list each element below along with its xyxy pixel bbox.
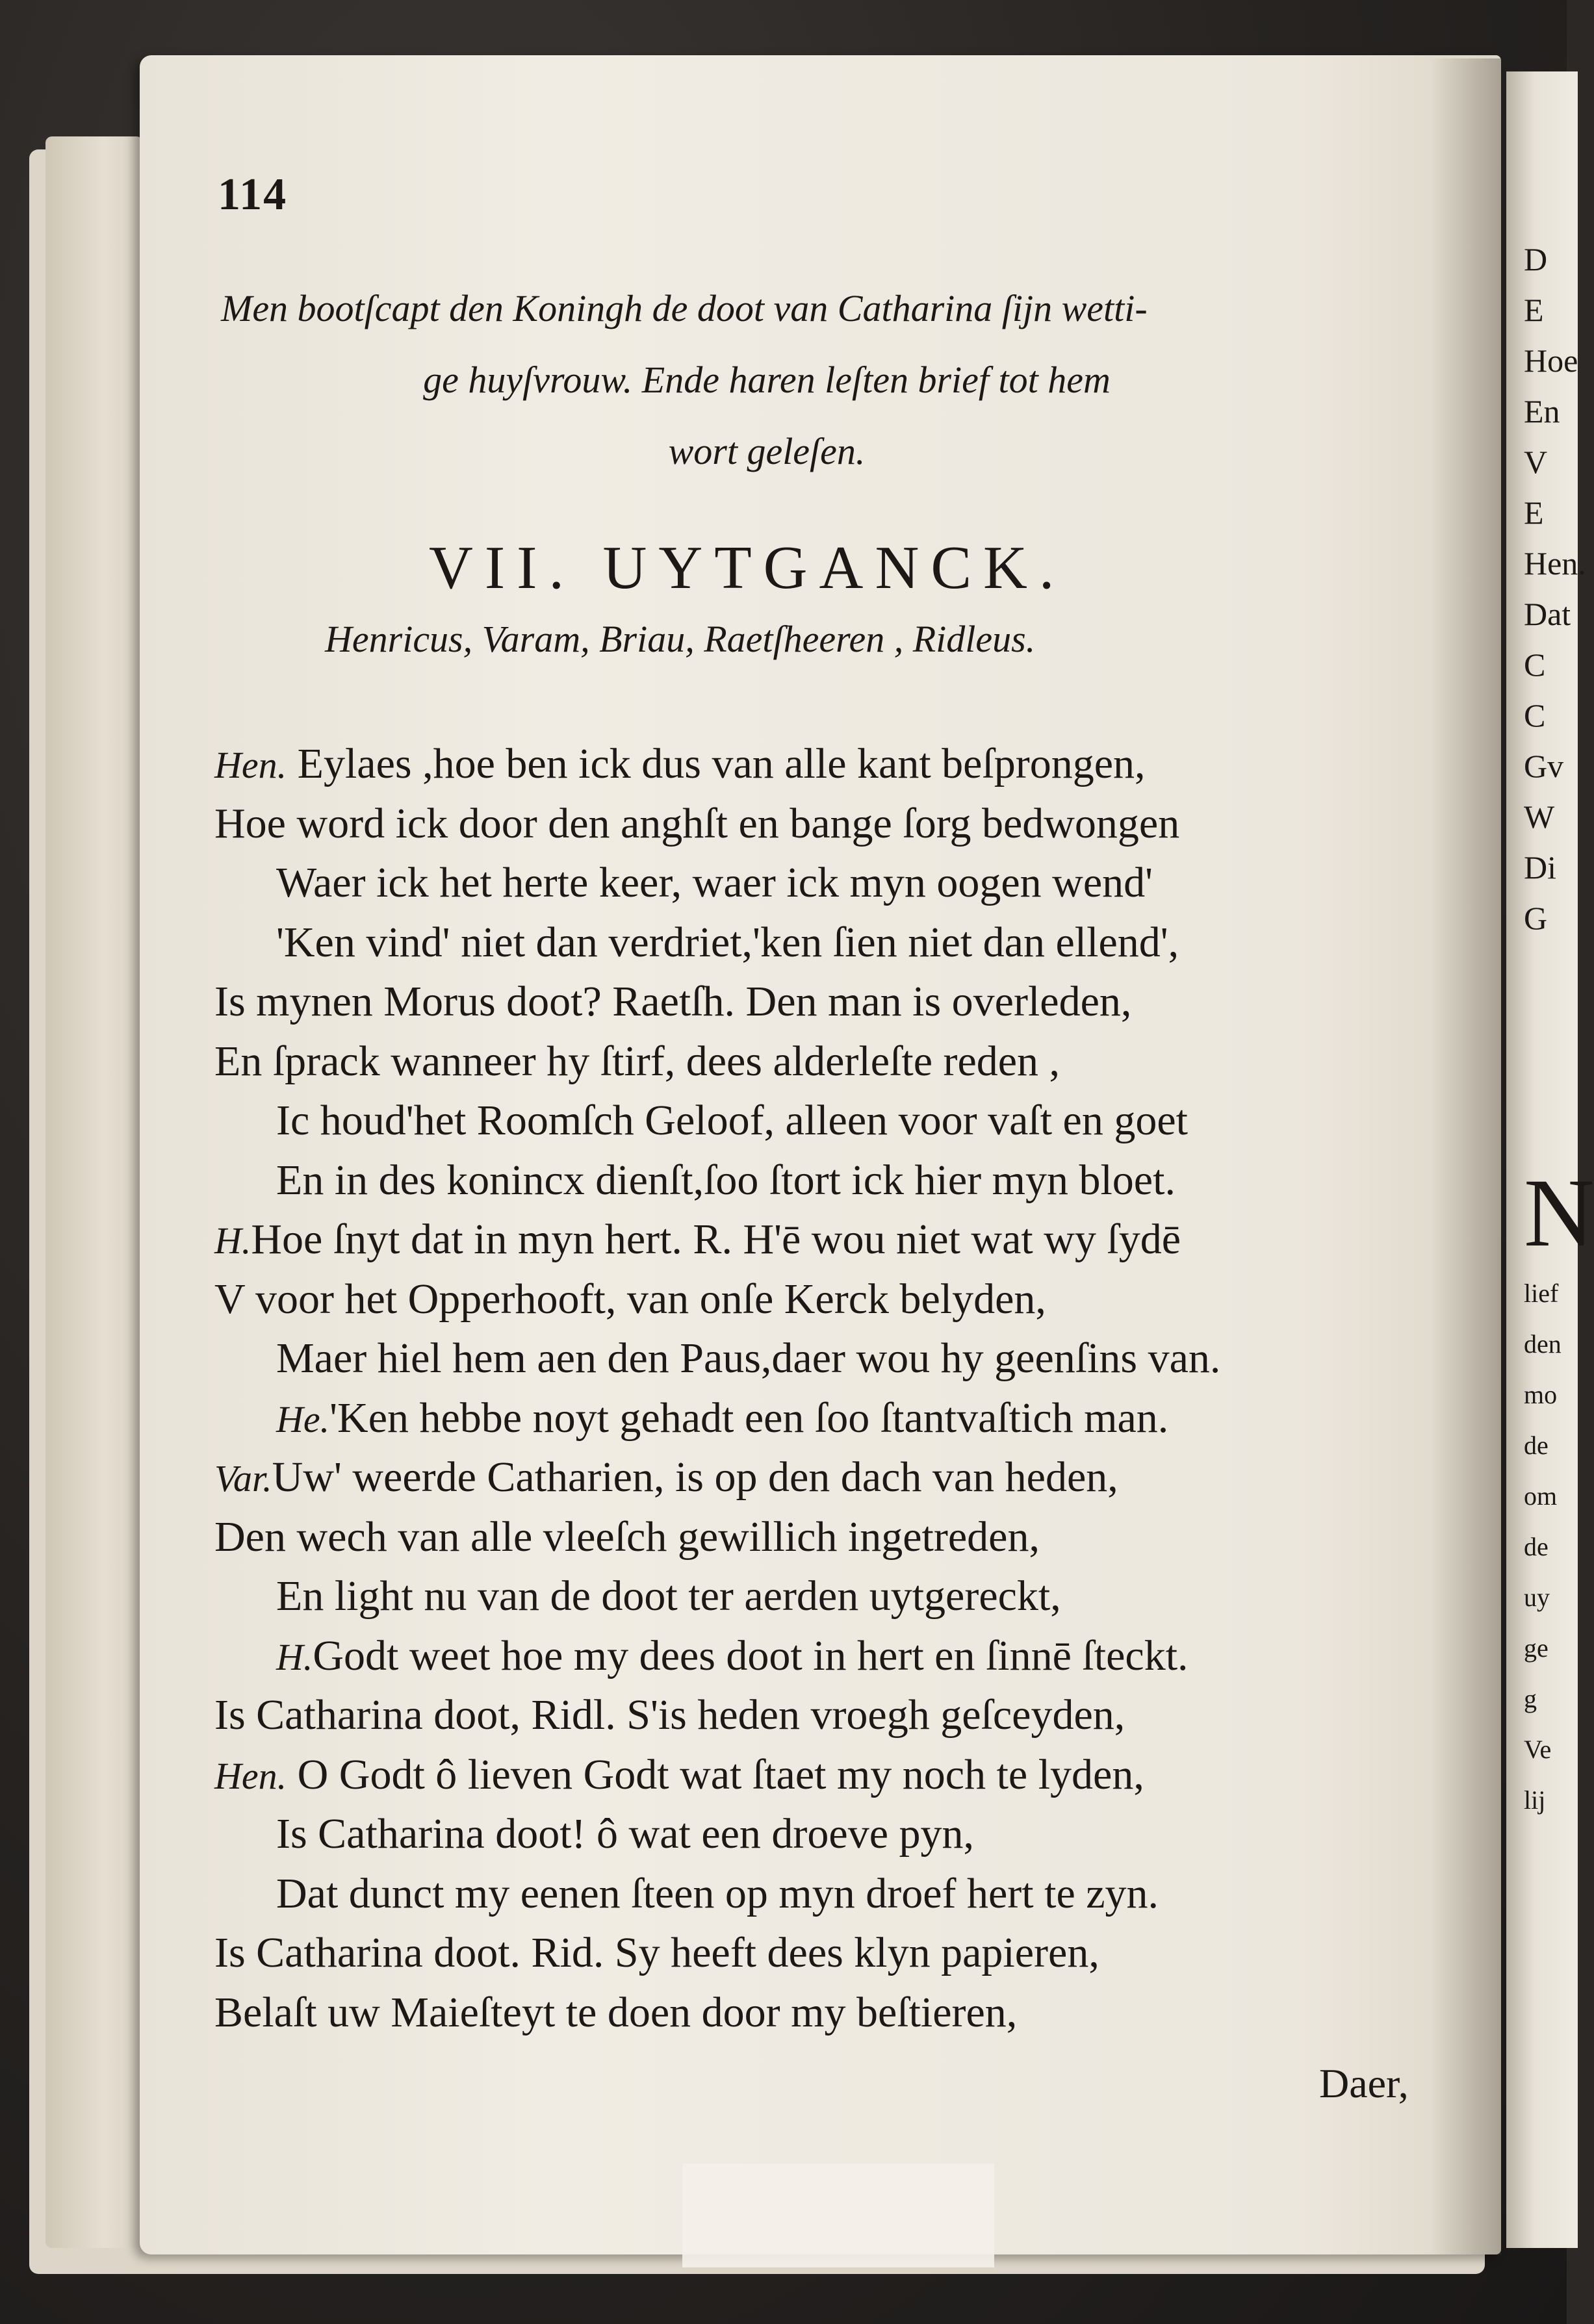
verse-text: Waer ick het herte keer, waer ick myn oogen wend' [276, 859, 1153, 906]
facing-fragment: mo [1524, 1380, 1558, 1409]
verse-line [214, 794, 1449, 854]
facing-fragment: D [1524, 241, 1548, 277]
verse-line [214, 1923, 1449, 1983]
verse-text: Uw' weerde Catharien, is op den dach van heden, [272, 1453, 1118, 1501]
verse-line [214, 734, 1449, 794]
verse-text: En light nu van de doot ter aerden uytgereckt, [276, 1572, 1061, 1620]
speaker-label: Hen. [214, 744, 287, 786]
verse-line [214, 1151, 1449, 1210]
facing-fragment: C [1524, 697, 1546, 734]
verse-block [214, 734, 1449, 2042]
verse-line [214, 1210, 1449, 1270]
verse-text: 'Ken vind' niet dan verdriet,'ken ſien niet dan ellend', [276, 918, 1179, 966]
speaker-label: He. [276, 1398, 330, 1440]
facing-fragment: V [1524, 444, 1548, 480]
verse-line [214, 1329, 1449, 1388]
facing-drop-cap: N [1524, 1159, 1594, 1267]
left-page-stack [45, 136, 143, 2248]
facing-fragment: G [1524, 900, 1548, 936]
cast-list: Henricus, Varam, Briau, Raetſheeren , Ridleus. [325, 618, 1036, 660]
facing-fragment: de [1524, 1532, 1549, 1561]
facing-fragment: Hen. [1524, 545, 1586, 581]
verse-line [214, 853, 1449, 913]
verse-text: Maer hiel hem aen den Paus,daer wou hy geenſins van. [276, 1334, 1221, 1382]
facing-fragment: Ve [1524, 1735, 1552, 1764]
facing-fragment: uy [1524, 1583, 1550, 1612]
verse-line [214, 1507, 1449, 1567]
verse-text: Is Catharina doot. Rid. Sy heeft dees klyn papieren, [214, 1929, 1099, 1976]
facing-fragment: C [1524, 646, 1546, 683]
facing-fragment: de [1524, 1431, 1549, 1460]
verse-text: Godt weet hoe my dees doot in hert en ſinnē ſteckt. [313, 1631, 1189, 1679]
verse-text: Ic houd'het Roomſch Geloof, alleen voor vaſt en goet [276, 1097, 1188, 1144]
facing-fragment: om [1524, 1481, 1558, 1511]
verse-text: Belaſt uw Maieſteyt te doen door my beſtieren, [214, 1988, 1018, 2036]
facing-fragment: g [1524, 1684, 1537, 1713]
heading-line: wort geleſen. [668, 430, 866, 472]
speaker-label: H. [214, 1219, 251, 1262]
facing-fragment: E [1524, 494, 1544, 531]
verse-text: O Godt ô lieven Godt wat ſtaet my noch te lyden, [287, 1750, 1144, 1798]
verse-text: Hoe ſnyt dat in myn hert. R. H'ē wou niet wat wy ſydē [251, 1216, 1181, 1263]
verse-text: Dat dunct my eenen ſteen op myn droef hert te zyn. [276, 1869, 1159, 1917]
heading-line: ge huyſvrouw. Ende haren leſten brief tot hem [423, 359, 1111, 401]
facing-page-text [1524, 234, 1594, 1826]
facing-fragment: Hoe [1524, 342, 1578, 379]
verse-line [214, 1448, 1449, 1507]
facing-fragment: E [1524, 292, 1544, 328]
verse-text: 'Ken hebbe noyt gehadt een ſoo ſtantvaſtich man. [329, 1394, 1169, 1442]
page-number: 114 [218, 170, 288, 220]
facing-fragment: Di [1524, 849, 1556, 886]
facing-fragment: En [1524, 393, 1560, 429]
verse-line [214, 1626, 1449, 1686]
verse-text: Hoe word ick door den anghſt en bange ſorg bedwongen [214, 799, 1180, 847]
verse-line [214, 1685, 1449, 1745]
facing-fragment: Gv [1524, 748, 1564, 784]
facing-fragment: den [1524, 1329, 1562, 1359]
verse-text: En ſprack wanneer hy ſtirf, dees alderleſte reden , [214, 1037, 1061, 1085]
verse-text: V voor het Opperhooft, van onſe Kerck belyden, [214, 1275, 1046, 1323]
scene-argument [188, 273, 1345, 487]
verse-text: Is Catharina doot, Ridl. S'is heden vroegh geſceyden, [214, 1691, 1125, 1739]
verse-line [214, 1804, 1449, 1864]
scene-title: VII. UYTGANCK. [429, 534, 1066, 602]
facing-fragment: lief [1524, 1279, 1559, 1308]
verse-text: Is Catharina doot! ô wat een droeve pyn, [276, 1810, 974, 1858]
verse-line [214, 1032, 1449, 1092]
verse-line [214, 1566, 1449, 1626]
verse-line [214, 1388, 1449, 1448]
facing-fragment: lij [1524, 1785, 1546, 1815]
paper-slip [682, 2164, 994, 2267]
verse-line [214, 1270, 1449, 1329]
verse-line [214, 972, 1449, 1032]
catchword: Daer, [1319, 2060, 1409, 2106]
verse-line [214, 1983, 1449, 2043]
speaker-label: Hen. [214, 1754, 287, 1797]
speaker-label: H. [276, 1635, 313, 1678]
verse-line [214, 913, 1449, 973]
verse-text: Eylaes ,hoe ben ick dus van alle kant beſprongen, [287, 740, 1146, 787]
facing-fragment: Dat [1524, 596, 1571, 632]
verse-line [214, 1864, 1449, 1924]
verse-line [214, 1745, 1449, 1805]
verse-line [214, 1091, 1449, 1151]
heading-line: Men bootſcapt den Koningh de doot van Catharina ſijn wetti- [221, 287, 1148, 329]
speaker-label: Var. [214, 1457, 272, 1500]
facing-fragment: ge [1524, 1633, 1549, 1663]
verse-text: En in des konincx dienſt,ſoo ſtort ick hier myn bloet. [276, 1156, 1176, 1204]
facing-fragment: W [1524, 798, 1555, 835]
verse-text: Den wech van alle vleeſch gewillich ingetreden, [214, 1513, 1040, 1561]
verse-text: Is mynen Morus doot? Raetſh. Den man is overleden, [214, 978, 1132, 1025]
